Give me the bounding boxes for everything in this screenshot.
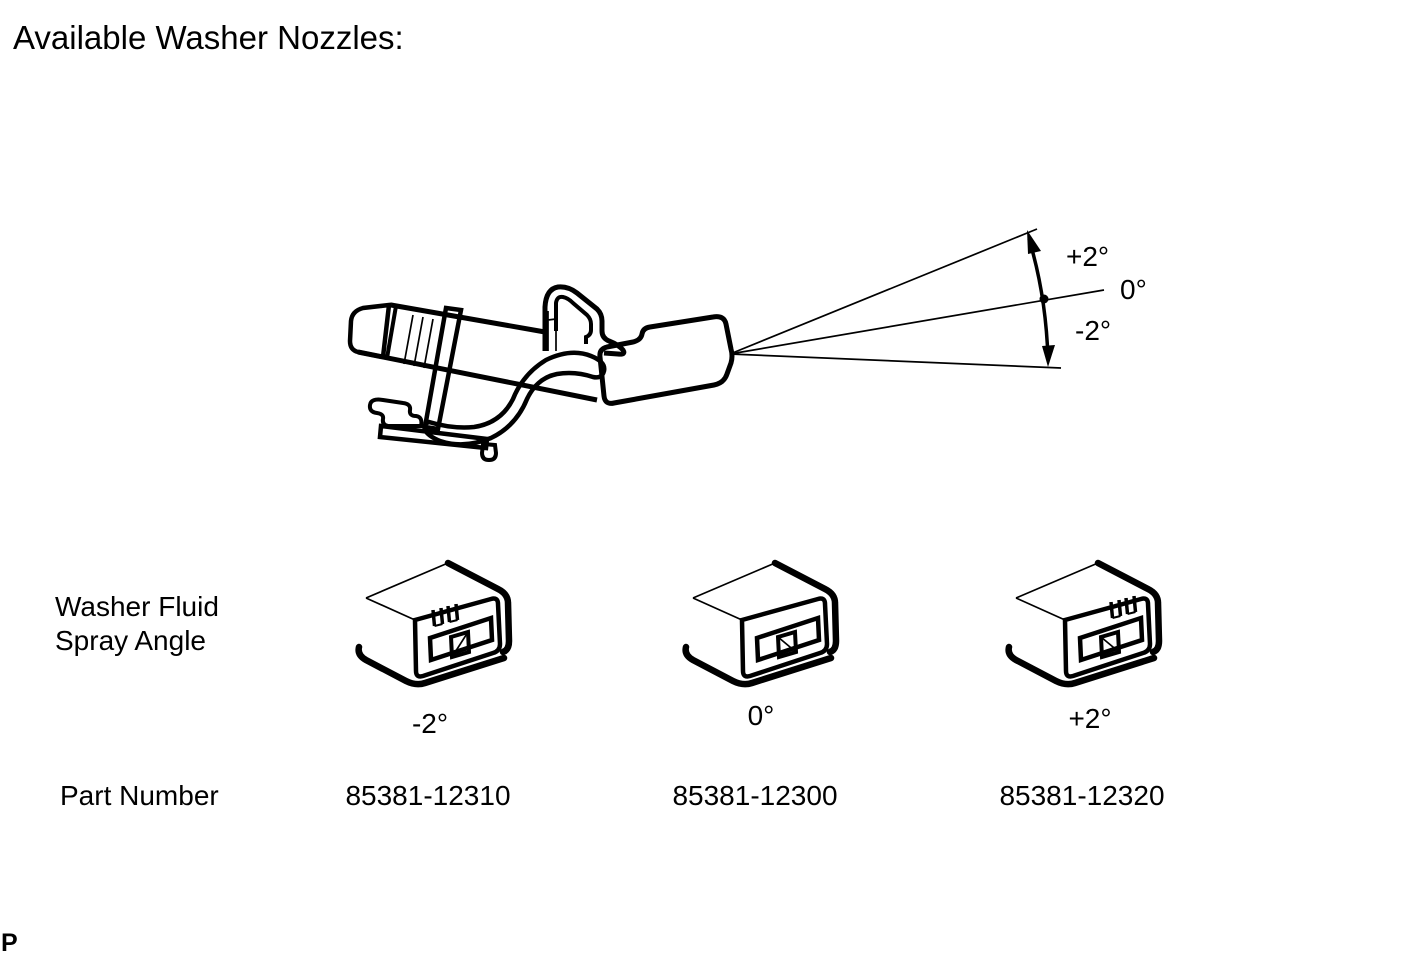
orientation-notch-icon <box>448 604 458 622</box>
arc-arrow-down-icon <box>1042 345 1055 367</box>
arc-arrow-up-icon <box>1027 230 1041 254</box>
zero-degree-dot <box>1040 295 1049 304</box>
page-corner-marker: P <box>1 929 18 957</box>
page-title: Available Washer Nozzles: <box>13 19 404 56</box>
spray-angle-label-zero: 0° <box>1120 274 1147 305</box>
nozzle-box-minus2-drawing <box>359 563 509 684</box>
box-angle-label-plus2: +2° <box>1068 703 1112 734</box>
part-number-zero: 85381-12300 <box>672 780 838 811</box>
row-label-washer-fluid-spray-angle <box>55 590 219 658</box>
washer-nozzle-side-view-drawing <box>330 200 1130 470</box>
orientation-notch-icon <box>1111 600 1121 618</box>
spray-angle-label-plus2: +2° <box>1066 241 1110 272</box>
nozzle-variant-drawings <box>330 550 1180 705</box>
nozzle-box-zero-drawing <box>686 563 836 684</box>
part-number-plus2: 85381-12320 <box>999 780 1165 811</box>
part-number-minus2: 85381-12310 <box>345 780 511 811</box>
nozzle-body-drawing <box>350 287 732 460</box>
box-angle-label-minus2: -2° <box>411 708 449 739</box>
orientation-notch-icon <box>433 608 443 626</box>
row-label-line2: Spray Angle <box>55 625 206 656</box>
spray-angle-label-minus2: -2° <box>1075 315 1112 346</box>
orientation-notch-icon <box>1126 596 1136 614</box>
nozzle-box-plus2-drawing <box>1009 563 1159 684</box>
row-label-line1: Washer Fluid <box>55 591 219 622</box>
box-angle-label-zero: 0° <box>747 700 775 731</box>
row-label-part-number: Part Number <box>60 780 219 811</box>
